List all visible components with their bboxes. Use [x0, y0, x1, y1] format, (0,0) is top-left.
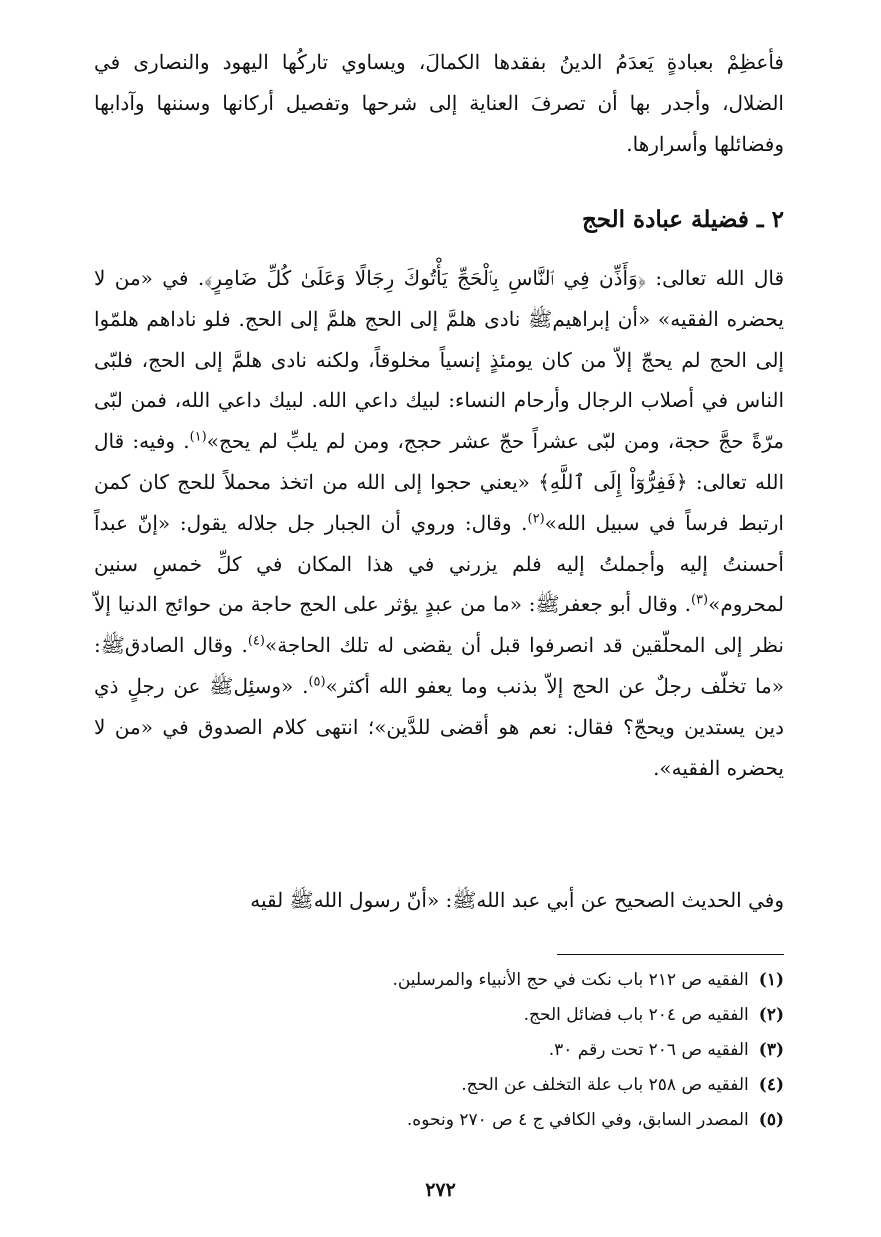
- footnote-text: الفقيه ص ٢١٢ باب نكت في حج الأنبياء والمرسلين.: [392, 970, 749, 990]
- footnote-number: (٢): [758, 1005, 784, 1025]
- footnote-ref: (٥): [308, 674, 326, 690]
- footnote-ref: (٣): [690, 592, 709, 608]
- footnote-text: الفقيه ص ٢٠٦ تحت رقم ٣٠.: [548, 1040, 749, 1060]
- footnotes-list: [94, 963, 784, 1138]
- page-number: ٢٧٢: [425, 1179, 456, 1201]
- footnote-text: الفقيه ص ٢٠٤ باب فضائل الحج.: [523, 1005, 749, 1025]
- footnote-item: [94, 1033, 784, 1068]
- body-segment: . وفيه: قال الله تعالى:: [94, 429, 784, 494]
- footnote-number: (٤): [758, 1075, 784, 1095]
- quran-quote: ﴿فَفِرُّوٓاْ إِلَى ٱللَّهِ﴾: [538, 469, 688, 494]
- quran-quote: ﴿وَأَذِّن فِي ٱلنَّاسِ بِٱلْحَجِّ يَأْتُوكَ رِجَالًا وَعَلَىٰ كُلِّ ضَامِرٍ﴾: [204, 266, 646, 290]
- body-segment: . في «من لا يحضره الفقيه» «أن إبراهيمﷺ نادى هلمَّ إلى الحج هلمَّ إلى الحج. فلو ناداهم هلمّوا إلى الحج لم يحجّ إلاّ من كان يومئذٍ إنسياً مخلوقاً، ولكنه نادى هلمَّ إلى الحج، فلبّى الناس في أصلاب الرجال وأرحام النساء: لبيك داعي الله. لبيك داعي الله، فمن لبّى مرّةً حجَّ حجة، ومن لبّى عشراً حجّ عشر حجج، ومن لم يلبِّ لم يحج»: [94, 266, 785, 454]
- section-title: فضيلة عبادة الحج: [581, 206, 749, 233]
- body-segment: . «وسئِلﷺ عن رجلٍ ذي دين يستدين ويحجّ؟ فقال: نعم هو أقضى للدَّين»؛ انتهى كلام الصدوق في «من لا يحضره الفقيه».: [94, 673, 784, 780]
- body-segment: قال الله تعالى:: [646, 266, 785, 290]
- body-segment: . وقال: وروي أن الجبار جل جلاله يقول: «إنّ عبداً أحسنتُ إليه وأجملتُ إليه فلم يزرني في هذا المكان في كلِّ خمسِ سنين لمحروم»: [94, 510, 784, 617]
- body-paragraph-block: [94, 258, 784, 788]
- footnote-ref: (١): [189, 429, 207, 445]
- footnote-number: (١): [758, 970, 784, 990]
- footnote-ref: (٢): [527, 511, 545, 527]
- footnote-item: [94, 1103, 784, 1138]
- intro-paragraph-block: [94, 42, 784, 164]
- final-paragraph-block: [94, 880, 784, 921]
- final-paragraph: وفي الحديث الصحيح عن أبي عبد اللهﷺ: «أنّ رسول اللهﷺ لقيه: [250, 888, 784, 912]
- footnote-text: المصدر السابق، وفي الكافي ج ٤ ص ٢٧٠ ونحوه.: [406, 1110, 749, 1130]
- footnote-text: الفقيه ص ٢٥٨ باب علة التخلف عن الحج.: [461, 1075, 749, 1095]
- section-heading: [94, 200, 784, 240]
- footnote-item: [94, 963, 784, 998]
- section-number: ٢: [771, 206, 784, 233]
- footnote-divider: [557, 954, 784, 955]
- body-segment: «يعني حجوا إلى الله من اتخذ محملاً للحج كان كمن ارتبط فرساً في سبيل الله»: [94, 469, 784, 535]
- body-paragraph: [94, 258, 784, 788]
- body-segment: . وقال أبو جعفرﷺ: «ما من عبدٍ يؤثر على الحج حاجة من حوائج الدنيا إلاّ نظر إلى المحلّقين قد انصرفوا قبل أن يقضى له تلك الحاجة»: [94, 592, 784, 658]
- body-segment: . وقال الصادقﷺ: «ما تخلّف رجلٌ عن الحج إلاّ بذنب وما يعفو الله أكثر»: [94, 633, 784, 698]
- footnote-number: (٥): [758, 1110, 784, 1130]
- footnote-ref: (٤): [247, 633, 265, 649]
- footnote-item: [94, 1068, 784, 1103]
- footnote-item: [94, 998, 784, 1033]
- section-separator: ـ: [756, 206, 764, 233]
- footnote-number: (٣): [758, 1040, 784, 1060]
- intro-paragraph: فأعظِمْ بعبادةٍ يَعدَمُ الدينُ بفقدها الكمالَ، ويساوي تاركُها اليهود والنصارى في الضلال، وأجدر بها أن تصرفَ العناية إلى شرحها وتفصيل أركانها وسننها وآدابها وفضائلها وأسرارها.: [94, 50, 784, 156]
